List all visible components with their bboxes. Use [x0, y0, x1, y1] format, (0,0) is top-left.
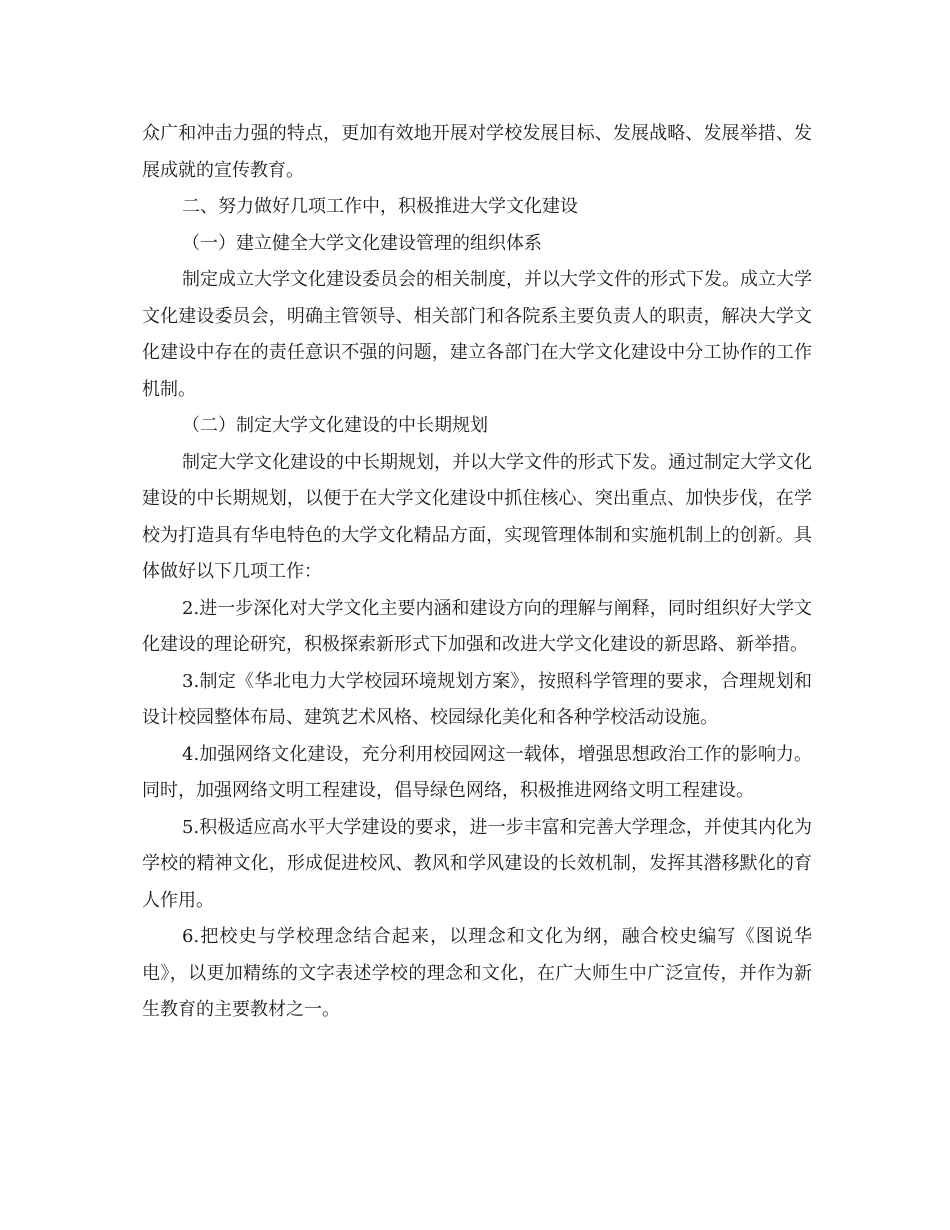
list-item-3: 3.制定《华北电力大学校园环境规划方案》，按照科学管理的要求，合理规划和设计校园整体布局、建筑艺术风格、校园绿化美化和各种学校活动设施。: [142, 670, 812, 728]
paragraph-committee: 制定成立大学文化建设委员会的相关制度，并以大学文件的形式下发。成立大学文化建设委员会，明确主管领导、相关部门和各院系主要负责人的职责，解决大学文化建设中存在的责任意识不强的问题，建立各部门在大学文化建设中分工协作的工作机制。: [142, 269, 812, 400]
document-body: [142, 116, 812, 1029]
list-item-5: 5.积极适应高水平大学建设的要求，进一步丰富和完善大学理念，并使其内化为学校的精神文化，形成促进校风、教风和学风建设的长效机制，发挥其潜移默化的育人作用。: [142, 816, 812, 911]
section-heading-two: 二、努力做好几项工作中，积极推进大学文化建设: [182, 196, 578, 217]
list-item-4: 4.加强网络文化建设，充分利用校园网这一载体，增强思想政治工作的影响力。同时，加强网络文明工程建设，倡导绿色网络，积极推进网络文明工程建设。: [142, 743, 812, 801]
subsection-heading-two: （二）制定大学文化建设的中长期规划: [182, 415, 488, 436]
list-item-6: 6.把校史与学校理念结合起来，以理念和文化为纲，融合校史编写《图说华电》，以更加精练的文字表述学校的理念和文化，在广大师生中广泛宣传，并作为新生教育的主要教材之一。: [142, 926, 812, 1020]
paragraph-plan: 制定大学文化建设的中长期规划，并以大学文件的形式下发。通过制定大学文化建设的中长期规划，以便于在大学文化建设中抓住核心、突出重点、加快步伐，在学校为打造具有华电特色的大学文化精品方面，实现管理体制和实施机制上的创新。具体做好以下几项工作：: [142, 451, 812, 582]
list-item-2: 2.进一步深化对大学文化主要内涵和建设方向的理解与阐释，同时组织好大学文化建设的理论研究，积极探索新形式下加强和改进大学文化建设的新思路、新举措。: [142, 597, 812, 655]
paragraph-continuation: 众广和冲击力强的特点，更加有效地开展对学校发展目标、发展战略、发展举措、发展成就的宣传教育。: [142, 123, 812, 181]
subsection-heading-one: （一）建立健全大学文化建设管理的组织体系: [182, 232, 542, 254]
